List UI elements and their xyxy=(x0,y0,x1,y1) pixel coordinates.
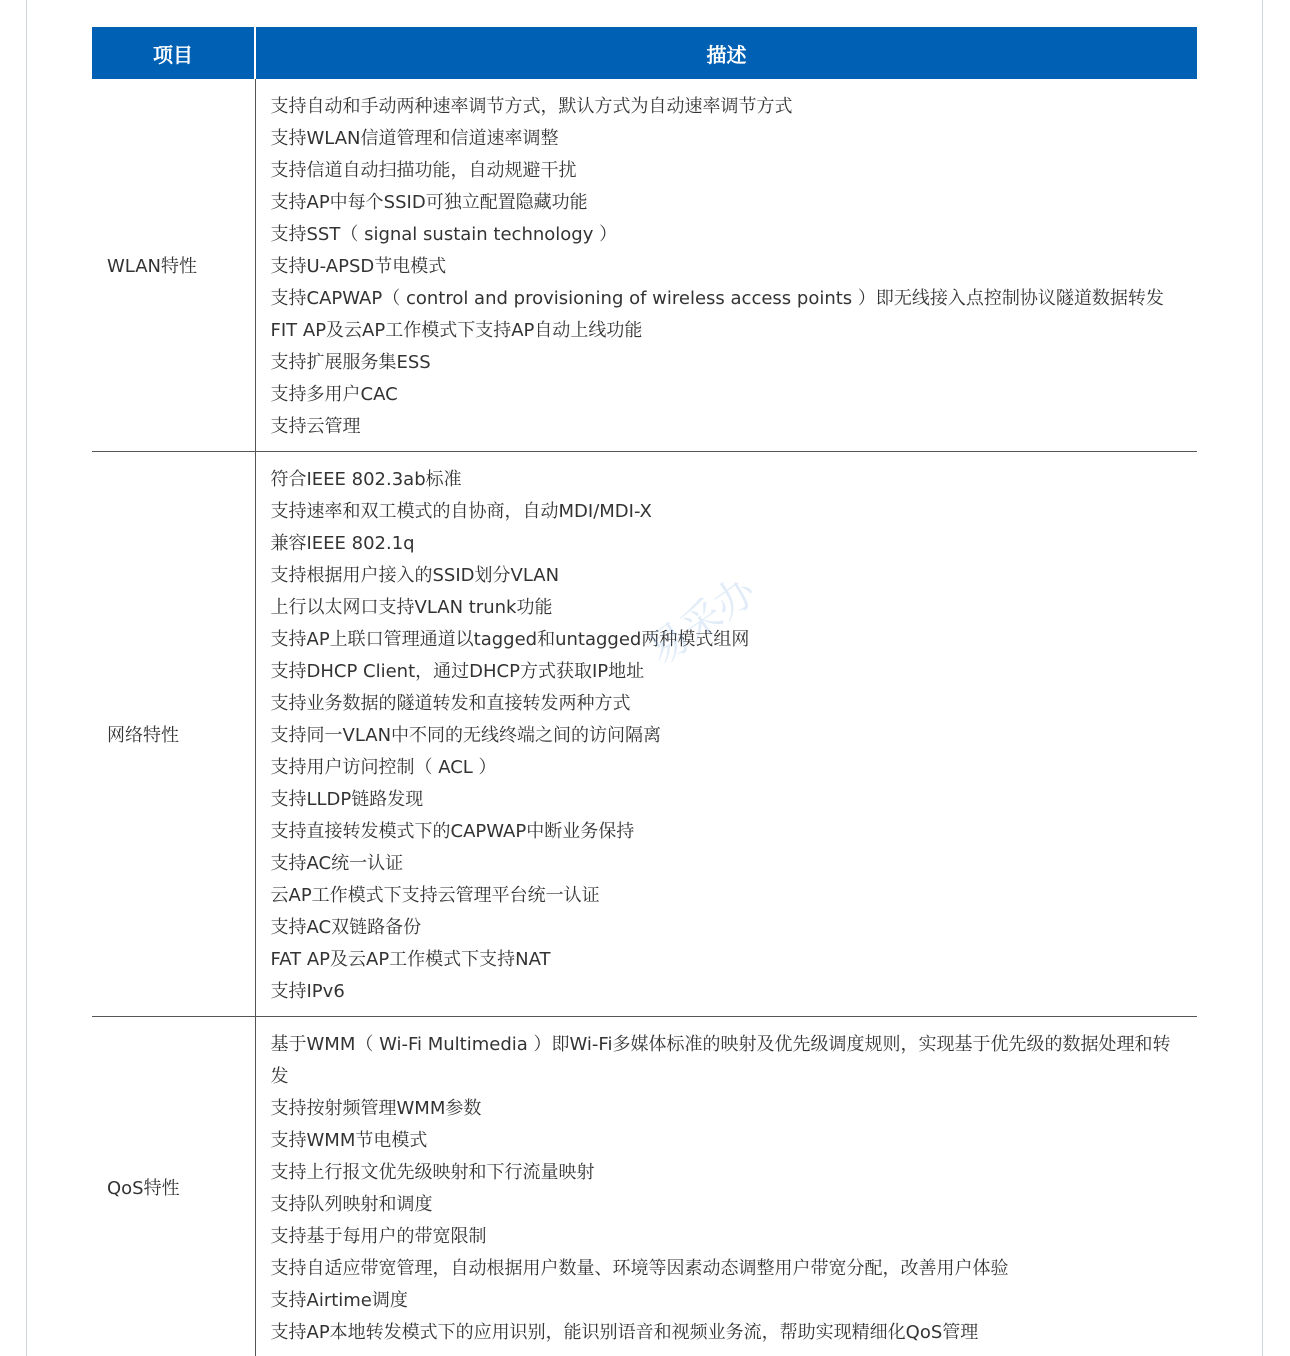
list-item: 支持DHCP Client，通过DHCP方式获取IP地址 xyxy=(270,661,645,682)
list-item: 支持AP本地转发模式下的应用识别，能识别语音和视频业务流，帮助实现精细化QoS管理 xyxy=(270,1322,979,1343)
list-item: 基于WMM（ Wi-Fi Multimedia ）即Wi-Fi多媒体标准的映射及优先级调度规则，实现基于优先级的数据处理和转发 xyxy=(270,1034,1171,1087)
list-item: 云AP工作模式下支持云管理平台统一认证 xyxy=(270,885,600,906)
list-item: 支持U-APSD节电模式 xyxy=(270,256,447,277)
list-item: 支持WLAN信道管理和信道速率调整 xyxy=(270,128,559,149)
spec-table xyxy=(92,27,1197,1356)
category-label: 网络特性 xyxy=(92,452,255,1017)
page-frame-right xyxy=(1262,0,1263,1356)
table-header-row xyxy=(92,27,1197,79)
category-label: WLAN特性 xyxy=(92,79,255,452)
list-item: 支持云管理 xyxy=(270,416,361,437)
header-item: 项目 xyxy=(92,27,255,79)
list-item: 支持多用户CAC xyxy=(270,384,398,405)
list-item: 支持直接转发模式下的CAPWAP中断业务保持 xyxy=(270,821,635,842)
list-item: 支持按射频管理WMM参数 xyxy=(270,1098,482,1119)
list-item: 支持LLDP链路发现 xyxy=(270,789,424,810)
list-item: 支持自动和手动两种速率调节方式，默认方式为自动速率调节方式 xyxy=(270,96,793,117)
description-cell xyxy=(255,79,1197,452)
list-item: 支持业务数据的隧道转发和直接转发两种方式 xyxy=(270,693,631,714)
table-row-network xyxy=(92,452,1197,1017)
list-item: 支持速率和双工模式的自协商，自动MDI/MDI-X xyxy=(270,501,652,522)
list-item: 支持WMM节电模式 xyxy=(270,1130,428,1151)
description-cell xyxy=(255,452,1197,1017)
list-item: FIT AP及云AP工作模式下支持AP自动上线功能 xyxy=(270,320,643,341)
description-cell xyxy=(255,1017,1197,1356)
list-item: 支持AP中每个SSID可独立配置隐藏功能 xyxy=(270,192,588,213)
list-item: 支持自适应带宽管理，自动根据用户数量、环境等因素动态调整用户带宽分配，改善用户体验 xyxy=(270,1258,1009,1279)
list-item: 支持AP上联口管理通道以tagged和untagged两种模式组网 xyxy=(270,629,750,650)
list-item: 支持同一VLAN中不同的无线终端之间的访问隔离 xyxy=(270,725,662,746)
list-item: 支持Airtime调度 xyxy=(270,1290,408,1311)
list-item: 支持AC双链路备份 xyxy=(270,917,422,938)
list-item: 支持SST（ signal sustain technology ） xyxy=(270,224,618,245)
list-item: 支持IPv6 xyxy=(270,981,345,1002)
category-label: QoS特性 xyxy=(92,1017,255,1356)
list-item: 支持CAPWAP（ control and provisioning of wireless access points ）即无线接入点控制协议隧道数据转发 xyxy=(270,288,1164,309)
list-item: 支持上行报文优先级映射和下行流量映射 xyxy=(270,1162,595,1183)
page-frame-left xyxy=(26,0,27,1356)
table-row-wlan xyxy=(92,79,1197,452)
list-item: 支持队列映射和调度 xyxy=(270,1194,433,1215)
list-item: 兼容IEEE 802.1q xyxy=(270,533,415,554)
list-item: 支持AC统一认证 xyxy=(270,853,404,874)
table-row-qos xyxy=(92,1017,1197,1356)
list-item: 支持扩展服务集ESS xyxy=(270,352,431,373)
list-item: 支持信道自动扫描功能，自动规避干扰 xyxy=(270,160,577,181)
list-item: 符合IEEE 802.3ab标准 xyxy=(270,469,462,490)
list-item: 支持根据用户接入的SSID划分VLAN xyxy=(270,565,560,586)
list-item: 支持用户访问控制（ ACL ） xyxy=(270,757,497,778)
header-description: 描述 xyxy=(255,27,1197,79)
list-item: 支持基于每用户的带宽限制 xyxy=(270,1226,487,1247)
watermark: 易采办 xyxy=(639,568,765,675)
list-item: FAT AP及云AP工作模式下支持NAT xyxy=(270,949,551,970)
list-item: 上行以太网口支持VLAN trunk功能 xyxy=(270,597,553,618)
